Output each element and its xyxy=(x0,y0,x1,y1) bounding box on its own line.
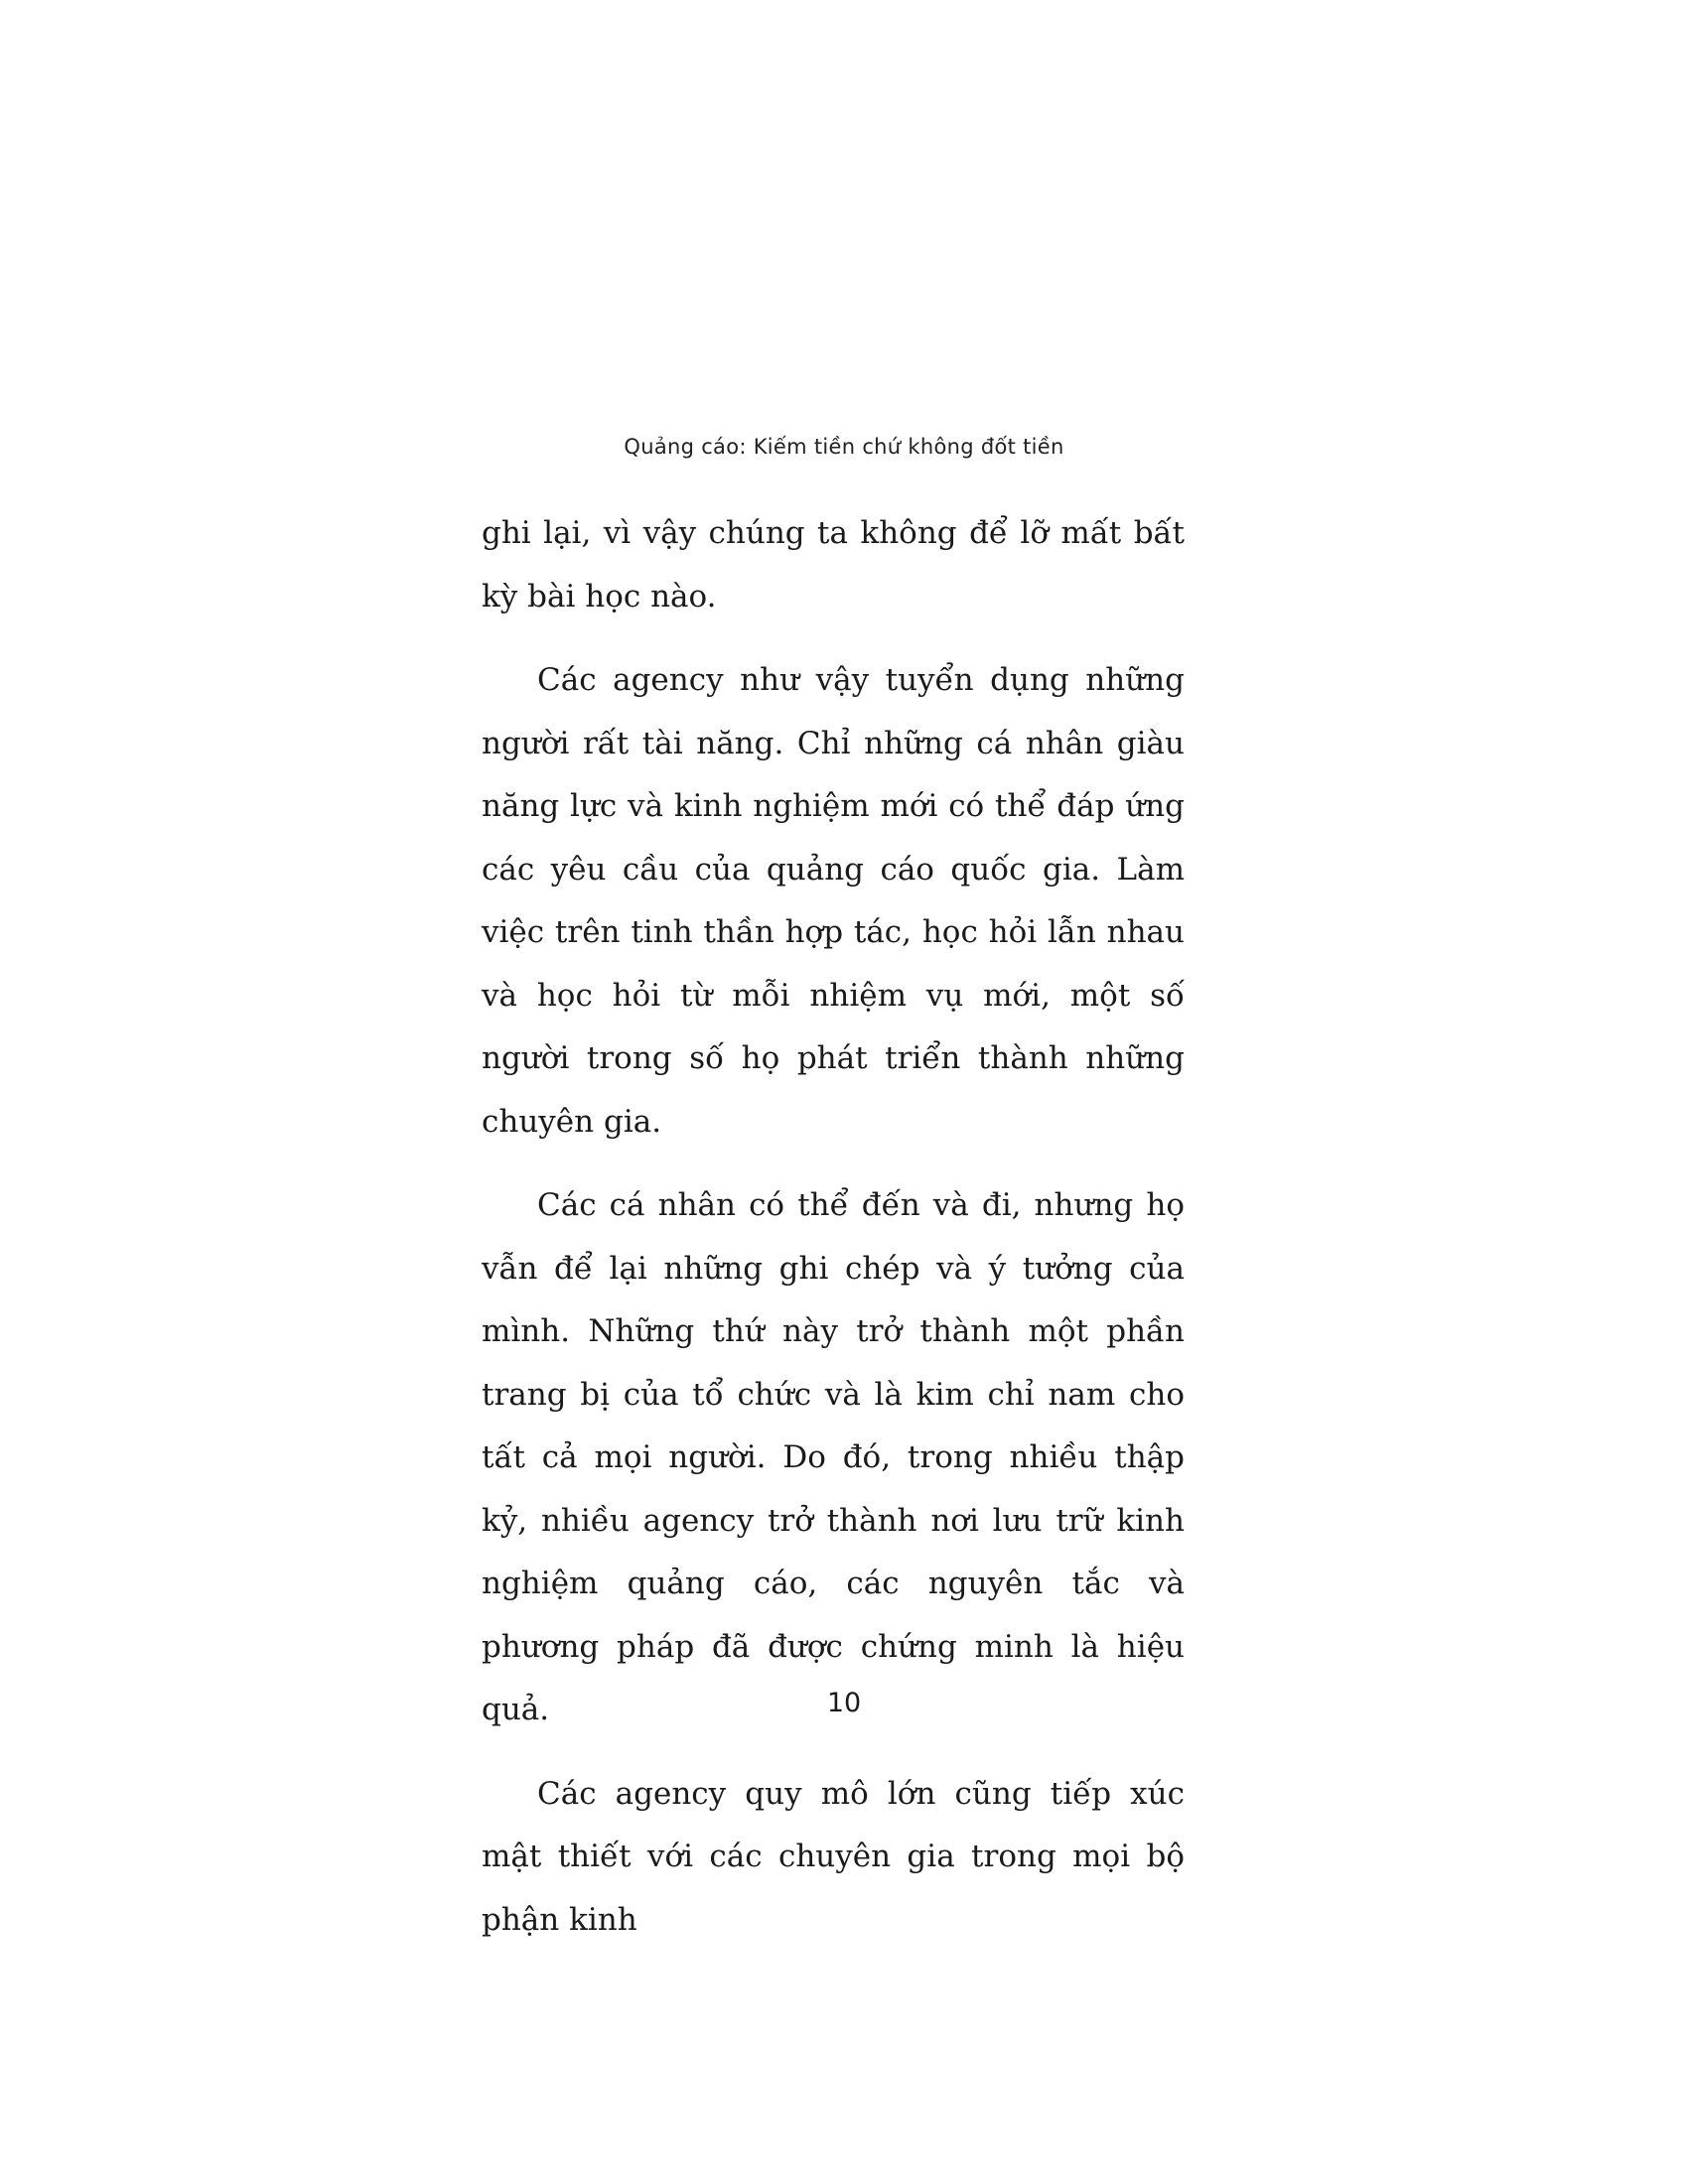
body-text xyxy=(482,502,1185,1973)
paragraph: Các agency quy mô lớn cũng tiếp xúc mật thiết với các chuyên gia trong mọi bộ phận kinh xyxy=(482,1775,1185,1938)
paragraph: Các agency như vậy tuyển dụng những người rất tài năng. Chỉ những cá nhân giàu năng lực và kinh nghiệm mới có thể đáp ứng các yêu cầu của quảng cáo quốc gia. Làm việc trên tinh thần hợp tác, học hỏi lẫn nhau và học hỏi từ mỗi nhiệm vụ mới, một số người trong số họ phát triển thành những chuyên gia. xyxy=(482,662,1185,1140)
paragraph-continuation: ghi lại, vì vậy chúng ta không để lỡ mất bất kỳ bài học nào. xyxy=(482,515,1185,614)
paragraph: Các cá nhân có thể đến và đi, nhưng họ vẫn để lại những ghi chép và ý tưởng của mình. Những thứ này trở thành một phần trang bị của tổ chức và là kim chỉ nam cho tất cả mọi người. Do đó, trong nhiều thập kỷ, nhiều agency trở thành nơi lưu trữ kinh nghiệm quảng cáo, các nguyên tắc và phương pháp đã được chứng minh là hiệu quả. xyxy=(482,1187,1185,1727)
page-number: 10 xyxy=(826,1688,862,1718)
running-header: Quảng cáo: Kiếm tiền chứ không đốt tiền xyxy=(624,435,1064,459)
